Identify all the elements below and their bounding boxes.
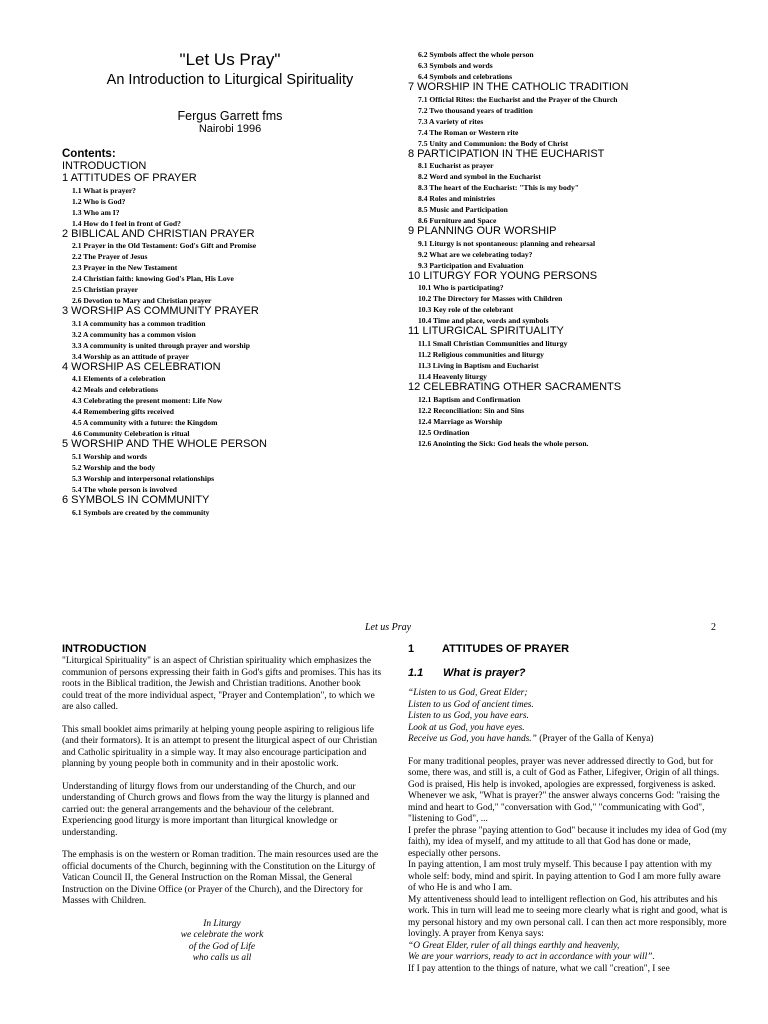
chapter-paragraph: I prefer the phrase "paying attention to God" because it includes my idea of God (my faith), my idea of myself, and my attitude to all that God has done or made, especially other persons.	[408, 825, 727, 859]
toc-chapter-heading[interactable]: 5 WORSHIP AND THE WHOLE PERSON	[62, 438, 267, 451]
prayer-closing-line	[408, 734, 730, 746]
toc-entry[interactable]: 7.1 Official Rites: the Eucharist and the Prayer of the Church	[418, 94, 618, 104]
kenya-prayer	[408, 941, 730, 964]
toc-entry[interactable]: 8.1 Eucharist as prayer	[418, 161, 494, 171]
toc-entry[interactable]: 2.5 Christian prayer	[72, 285, 139, 295]
toc-entry[interactable]: 2.3 Prayer in the New Testament	[72, 263, 178, 273]
contents-label: Contents:	[62, 148, 116, 160]
toc-entry[interactable]: 4.2 Meals and celebrations	[72, 385, 159, 395]
toc-entry[interactable]: 8.5 Music and Participation	[418, 205, 508, 215]
toc-right-list	[408, 82, 748, 449]
subsection-number: 1.1	[408, 667, 424, 679]
toc-entry[interactable]: 5.1 Worship and words	[72, 451, 147, 461]
chapter-paragraph: For many traditional peoples, prayer was never addressed directly to God, but for some, there was, and still is, a cult of God as Father, Lifegiver, Origin of all things. God is praised, His help is invoked, apologies are expressed, forgiveness is asked.	[408, 756, 720, 790]
place-date: Nairobi 1996	[198, 123, 262, 135]
toc-chapter-heading[interactable]: 9 PLANNING OUR WORSHIP	[408, 225, 557, 238]
prayer-attribution: (Prayer of the Galla of Kenya)	[536, 734, 654, 744]
toc-entry[interactable]: 12.5 Ordination	[418, 427, 470, 437]
toc-entry[interactable]: 8.4 Roles and ministries	[418, 194, 496, 204]
toc-entry[interactable]: 1.3 Who am I?	[72, 207, 120, 217]
toc-entry[interactable]: 6.3 Symbols and words	[418, 61, 493, 70]
toc-entry[interactable]: 1.1 What is prayer?	[72, 185, 136, 195]
toc-entry[interactable]: 1.2 Who is God?	[72, 196, 126, 206]
toc-entry[interactable]: 7.3 A variety of rites	[418, 116, 484, 126]
final-line: If I pay attention to the things of nature, what we call "creation", I see	[408, 963, 670, 974]
introduction-paragraph: The emphasis is on the western or Roman tradition. The main resources used are the official documents of the Church, beginning with the Constitution on the Liturgy of Vatican Council II, the General Instruction on the Roman Missal, the General Instruction on the Divine Office (or Prayer of the Church), and the Directory for Masses with Children.	[62, 850, 379, 906]
toc-chapter-heading[interactable]: 4 WORSHIP AS CELEBRATION	[62, 360, 221, 373]
toc-chapter-heading[interactable]: 3 WORSHIP AS COMMUNITY PRAYER	[62, 305, 259, 318]
document-title: "Let Us Pray"	[179, 50, 281, 69]
title-block	[60, 50, 400, 136]
poem-line: of the God of Life	[188, 941, 256, 952]
galla-prayer	[408, 688, 730, 734]
chapter-body	[408, 757, 730, 941]
page-number: 2	[711, 622, 716, 633]
toc-chapter-heading[interactable]: 11 LITURGICAL SPIRITUALITY	[408, 325, 564, 338]
toc-entry[interactable]: 11.4 Heavenly liturgy	[418, 371, 487, 381]
toc-entry[interactable]: 4.1 Elements of a celebration	[72, 374, 166, 384]
toc-chapter-heading[interactable]: 10 LITURGY FOR YOUNG PERSONS	[408, 269, 598, 282]
chapter-paragraph: Whenever we ask, "What is prayer?" the answer always concerns God: "raising the mind and heart to God," "conversation with God," "communicating with God", "listening to God", ...	[408, 791, 720, 824]
toc-entry[interactable]: 12.4 Marriage as Worship	[418, 416, 503, 426]
chapter-paragraph: In paying attention, I am most truly myself. This because I pay attention with my whole self: body, mind and spirit. In paying attention to God I am more fully aware of who He is and who I am.	[408, 860, 721, 893]
toc-chapter-heading[interactable]: 12 CELEBRATING OTHER SACRAMENTS	[408, 380, 622, 393]
subsection-heading	[408, 666, 730, 680]
running-header-title: Let us Pray	[365, 622, 412, 633]
prayer-line: “Listen to us God, Great Elder;	[408, 688, 528, 698]
toc-introduction[interactable]: INTRODUCTION	[62, 160, 147, 172]
toc-entry[interactable]: 5.3 Worship and interpersonal relationships	[72, 473, 215, 483]
introduction-paragraph: This small booklet aims primarily at helping young people aspiring to religious life (and their formators). It is an attempt to present the liturgical aspect of our Christian and Catholic spirituality in a simple way. It may also encourage participation and planning by young people both in community and in their apostolic work.	[62, 724, 378, 769]
toc-entry[interactable]: 4.6 Community Celebration is ritual	[72, 429, 190, 439]
liturgy-poem	[62, 919, 382, 965]
subsection-title: What is prayer?	[443, 667, 526, 679]
toc-left-list	[62, 173, 402, 518]
toc-entry[interactable]: 8.6 Furniture and Space	[418, 216, 497, 226]
poem-line: we celebrate the work	[180, 930, 264, 940]
toc-chapter-heading[interactable]: 8 PARTICIPATION IN THE EUCHARIST	[408, 147, 605, 160]
toc-entry[interactable]: 10.3 Key role of the celebrant	[418, 305, 514, 315]
introduction-paragraph: Understanding of liturgy flows from our understanding of the Church, and our understanding of Church grows and flows from the way the liturgy is planned and carried out: the general arrangements and the behaviour of the celebrant. Experiencing good liturgy is more important than liturgical knowledge or understanding.	[62, 781, 370, 838]
prayer-line: Look at us God, you have eyes.	[408, 722, 525, 733]
toc-chapter-heading[interactable]: 1 ATTITUDES OF PRAYER	[62, 172, 197, 184]
toc-entry[interactable]: 12.1 Baptism and Confirmation	[418, 394, 521, 404]
toc-entry[interactable]: 10.1 Who is participating?	[418, 283, 504, 293]
toc-entry[interactable]: 7.4 The Roman or Western rite	[418, 127, 519, 137]
toc-entry[interactable]: 1.4 How do I feel in front of God?	[72, 218, 181, 228]
toc-entry[interactable]: 4.5 A community with a future: the Kingdom	[72, 418, 218, 428]
toc-entry[interactable]: 2.4 Christian faith: knowing God's Plan, His Love	[72, 274, 234, 284]
toc-entry[interactable]: 11.1 Small Christian Communities and liturgy	[418, 338, 568, 348]
toc-entry[interactable]: 6.2 Symbols affect the whole person	[418, 50, 534, 59]
toc-chapter-heading[interactable]: 2 BIBLICAL AND CHRISTIAN PRAYER	[62, 227, 255, 240]
toc-entry[interactable]: 8.2 Word and symbol in the Eucharist	[418, 172, 541, 182]
toc-right-column	[408, 49, 748, 449]
chapter-title: ATTITUDES OF PRAYER	[442, 643, 570, 655]
toc-right-continued	[408, 49, 748, 82]
toc-entry[interactable]: 11.2 Religious communities and liturgy	[418, 349, 544, 359]
toc-entry[interactable]: 6.4 Symbols and celebrations	[418, 72, 513, 81]
toc-entry[interactable]: 3.4 Worship as an attitude of prayer	[72, 351, 189, 361]
toc-entry[interactable]: 3.1 A community has a common tradition	[72, 318, 206, 328]
toc-entry[interactable]: 2.2 The Prayer of Jesus	[72, 252, 148, 262]
toc-entry[interactable]: 12.6 Anointing the Sick: God heals the whole person.	[418, 438, 589, 448]
chapter-heading	[408, 642, 730, 656]
toc-chapter-heading[interactable]: 7 WORSHIP IN THE CATHOLIC TRADITION	[408, 81, 629, 93]
toc-entry[interactable]: 7.5 Unity and Communion: the Body of Christ	[418, 138, 569, 148]
toc-entry[interactable]: 11.3 Living in Baptism and Eucharist	[418, 360, 539, 370]
prayer-line: Listen to us God of ancient times.	[408, 699, 534, 710]
toc-entry[interactable]: 9.2 What are we celebrating today?	[418, 249, 533, 259]
toc-entry[interactable]: 4.4 Remembering gifts received	[72, 407, 174, 417]
toc-entry[interactable]: 3.3 A community is united through prayer and worship	[72, 340, 250, 350]
toc-entry[interactable]: 4.3 Celebrating the present moment: Life Now	[72, 396, 223, 406]
toc-entry[interactable]: 10.4 Time and place, words and symbols	[418, 316, 549, 326]
kenya-prayer-line: We are your warriors, ready to act in accordance with your will”.	[408, 952, 655, 962]
toc-entry[interactable]: 12.2 Reconciliation: Sin and Sins	[418, 405, 525, 415]
prayer-last-line: Receive us God, you have hands.”	[408, 734, 537, 744]
toc-chapter-heading[interactable]: 6 SYMBOLS IN COMMUNITY	[62, 493, 210, 506]
chapter-paragraph: My attentiveness should lead to intelligent reflection on God, his attributes and his work. This in turn will lead me to seeing more clearly what is right and good, what is my personal history and my own personal call. I can then act more responsibly, more lovingly. A prayer from Kenya says:	[408, 894, 728, 939]
toc-entry[interactable]: 5.4 The whole person is involved	[72, 484, 177, 494]
toc-entry[interactable]: 9.1 Liturgy is not spontaneous: planning and rehearsal	[418, 238, 596, 248]
poem-line: who calls us all	[192, 953, 252, 963]
toc-entry[interactable]: 9.3 Participation and Evaluation	[418, 260, 524, 270]
toc-entry[interactable]: 8.3 The heart of the Eucharist: "This is my body"	[418, 183, 580, 193]
toc-entry[interactable]: 3.2 A community has a common vision	[72, 329, 196, 339]
kenya-prayer-line: “O Great Elder, ruler of all things earthly and heavenly,	[408, 940, 620, 951]
introduction-heading: INTRODUCTION	[62, 643, 147, 655]
introduction-column	[62, 642, 382, 965]
content-page	[0, 600, 768, 1024]
introduction-body	[62, 656, 382, 908]
toc-entry[interactable]: 5.2 Worship and the body	[72, 462, 156, 472]
chapter-one-column	[408, 642, 730, 975]
toc-entry[interactable]: 2.1 Prayer in the Old Testament: God's Gift and Promise	[72, 241, 257, 251]
document-subtitle: An Introduction to Liturgical Spirituality	[106, 72, 354, 88]
introduction-paragraph: "Liturgical Spirituality" is an aspect of Christian spirituality which emphasizes the communion of persons expressing their faith in God's gifts and promises. This has its roots in the Biblical tradition, the Jewish and Christian traditions. Another book could treat of the more individual aspect, "Prayer and Contemplation", to which we are also called.	[62, 656, 382, 712]
prayer-line: Listen to us God, you have ears.	[408, 711, 529, 721]
toc-entry[interactable]: 10.2 The Directory for Masses with Children	[418, 294, 563, 304]
toc-entry[interactable]: 2.6 Devotion to Mary and Christian prayer	[72, 296, 212, 306]
author-name: Fergus Garrett fms	[177, 109, 283, 123]
toc-entry[interactable]: 6.1 Symbols are created by the community	[72, 507, 210, 517]
toc-entry[interactable]: 7.2 Two thousand years of tradition	[418, 105, 533, 115]
chapter-number: 1	[408, 643, 415, 655]
poem-line: In Liturgy	[203, 918, 241, 929]
toc-left-column	[62, 148, 402, 518]
